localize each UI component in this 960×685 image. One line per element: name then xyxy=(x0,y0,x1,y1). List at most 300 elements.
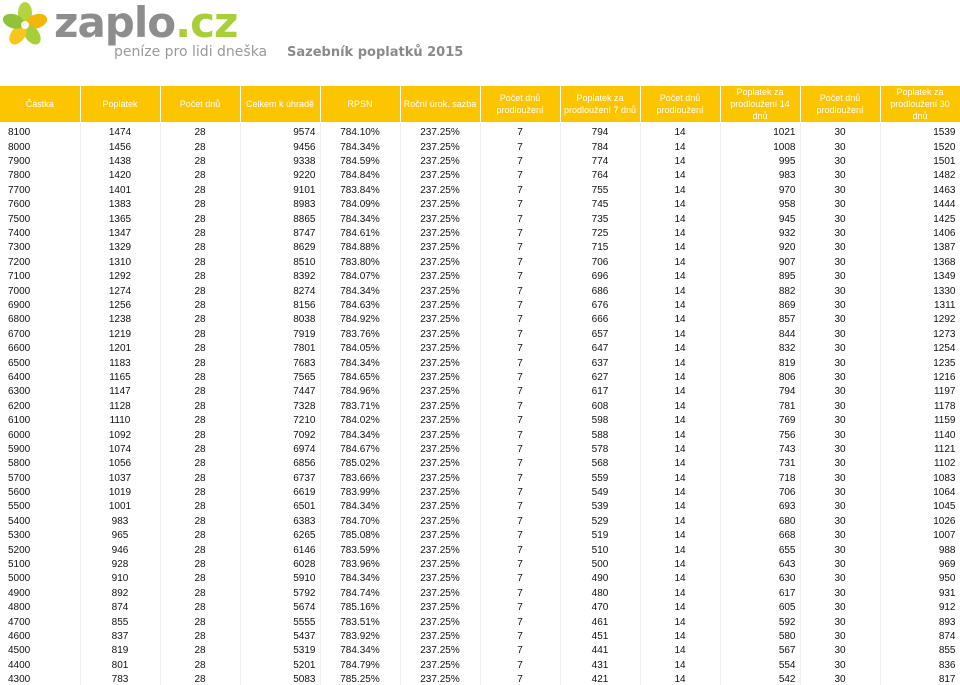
table-cell: 14 xyxy=(640,543,720,557)
table-cell: 30 xyxy=(800,413,880,427)
table-cell: 806 xyxy=(720,370,800,384)
table-cell: 7328 xyxy=(240,399,320,413)
table-cell: 855 xyxy=(80,615,160,629)
table-cell: 30 xyxy=(800,212,880,226)
table-cell: 5674 xyxy=(240,601,320,615)
table-cell: 237.25% xyxy=(400,428,480,442)
table-cell: 14 xyxy=(640,572,720,586)
table-cell: 28 xyxy=(160,413,240,427)
table-cell: 30 xyxy=(800,140,880,154)
table-cell: 5000 xyxy=(0,572,80,586)
table-cell: 7 xyxy=(480,399,560,413)
table-cell: 28 xyxy=(160,428,240,442)
table-cell: 931 xyxy=(880,586,960,600)
table-cell: 6619 xyxy=(240,485,320,499)
table-cell: 14 xyxy=(640,557,720,571)
table-cell: 1159 xyxy=(880,413,960,427)
table-cell: 30 xyxy=(800,399,880,413)
table-cell: 1235 xyxy=(880,356,960,370)
table-cell: 14 xyxy=(640,154,720,168)
table-cell: 1310 xyxy=(80,255,160,269)
table-cell: 783.66% xyxy=(320,471,400,485)
table-row xyxy=(0,122,960,140)
table-cell: 784.34% xyxy=(320,140,400,154)
column-header: Celkem k úhradě xyxy=(240,86,320,122)
table-cell: 7 xyxy=(480,212,560,226)
table-cell: 14 xyxy=(640,601,720,615)
table-cell: 1083 xyxy=(880,471,960,485)
table-cell: 237.25% xyxy=(400,442,480,456)
table-cell: 14 xyxy=(640,514,720,528)
table-cell: 1026 xyxy=(880,514,960,528)
table-cell: 14 xyxy=(640,586,720,600)
table-cell: 928 xyxy=(80,557,160,571)
table-cell: 237.25% xyxy=(400,212,480,226)
table-cell: 655 xyxy=(720,543,800,557)
table-row xyxy=(0,284,960,298)
table-cell: 14 xyxy=(640,183,720,197)
table-cell: 237.25% xyxy=(400,629,480,643)
table-row xyxy=(0,298,960,312)
table-cell: 784.34% xyxy=(320,284,400,298)
table-cell: 7447 xyxy=(240,385,320,399)
table-cell: 1406 xyxy=(880,226,960,240)
table-row xyxy=(0,485,960,499)
table-cell: 950 xyxy=(880,572,960,586)
table-cell: 237.25% xyxy=(400,241,480,255)
table-cell: 7 xyxy=(480,658,560,672)
table-cell: 1102 xyxy=(880,457,960,471)
table-cell: 14 xyxy=(640,122,720,140)
column-header: Poplatek za prodloužení 30 dnů xyxy=(880,86,960,122)
table-row xyxy=(0,428,960,442)
table-cell: 237.25% xyxy=(400,529,480,543)
table-cell: 14 xyxy=(640,255,720,269)
table-cell: 7 xyxy=(480,140,560,154)
table-cell: 1501 xyxy=(880,154,960,168)
table-cell: 7 xyxy=(480,270,560,284)
table-cell: 7 xyxy=(480,442,560,456)
table-cell: 817 xyxy=(880,672,960,685)
table-cell: 542 xyxy=(720,672,800,685)
table-cell: 7 xyxy=(480,341,560,355)
table-cell: 1274 xyxy=(80,284,160,298)
table-cell: 882 xyxy=(720,284,800,298)
table-cell: 28 xyxy=(160,485,240,499)
table-cell: 784.79% xyxy=(320,658,400,672)
table-cell: 30 xyxy=(800,169,880,183)
table-row xyxy=(0,615,960,629)
flower-logo-icon xyxy=(2,2,48,48)
table-cell: 237.25% xyxy=(400,154,480,168)
table-cell: 598 xyxy=(560,413,640,427)
table-cell: 7 xyxy=(480,284,560,298)
table-cell: 970 xyxy=(720,183,800,197)
table-cell: 630 xyxy=(720,572,800,586)
table-cell: 30 xyxy=(800,471,880,485)
table-cell: 988 xyxy=(880,543,960,557)
table-cell: 1292 xyxy=(880,313,960,327)
table-cell: 7683 xyxy=(240,356,320,370)
table-cell: 14 xyxy=(640,198,720,212)
table-row xyxy=(0,557,960,571)
table-cell: 946 xyxy=(80,543,160,557)
table-row xyxy=(0,572,960,586)
table-row xyxy=(0,543,960,557)
table-cell: 783.92% xyxy=(320,629,400,643)
table-cell: 784.10% xyxy=(320,122,400,140)
table-cell: 14 xyxy=(640,270,720,284)
table-cell: 30 xyxy=(800,629,880,643)
table-cell: 608 xyxy=(560,399,640,413)
table-cell: 836 xyxy=(880,658,960,672)
table-cell: 7 xyxy=(480,586,560,600)
table-cell: 1539 xyxy=(880,122,960,140)
table-cell: 745 xyxy=(560,198,640,212)
table-row xyxy=(0,514,960,528)
table-cell: 1128 xyxy=(80,399,160,413)
table-cell: 8100 xyxy=(0,122,80,140)
table-cell: 28 xyxy=(160,356,240,370)
table-cell: 8629 xyxy=(240,241,320,255)
table-cell: 4600 xyxy=(0,629,80,643)
table-cell: 647 xyxy=(560,341,640,355)
table-cell: 237.25% xyxy=(400,327,480,341)
table-row xyxy=(0,471,960,485)
table-cell: 7 xyxy=(480,557,560,571)
table-cell: 784.61% xyxy=(320,226,400,240)
table-cell: 784.92% xyxy=(320,313,400,327)
table-cell: 7210 xyxy=(240,413,320,427)
table-cell: 7092 xyxy=(240,428,320,442)
table-cell: 945 xyxy=(720,212,800,226)
table-cell: 7 xyxy=(480,241,560,255)
table-cell: 617 xyxy=(720,586,800,600)
table-cell: 958 xyxy=(720,198,800,212)
table-cell: 1183 xyxy=(80,356,160,370)
table-cell: 783.99% xyxy=(320,485,400,499)
table-cell: 4300 xyxy=(0,672,80,685)
table-cell: 30 xyxy=(800,615,880,629)
table-cell: 7 xyxy=(480,629,560,643)
table-cell: 30 xyxy=(800,485,880,499)
table-cell: 1045 xyxy=(880,500,960,514)
table-cell: 1165 xyxy=(80,370,160,384)
table-cell: 28 xyxy=(160,313,240,327)
table-cell: 461 xyxy=(560,615,640,629)
table-cell: 1273 xyxy=(880,327,960,341)
table-cell: 28 xyxy=(160,672,240,685)
table-cell: 14 xyxy=(640,169,720,183)
table-cell: 983 xyxy=(80,514,160,528)
table-cell: 7 xyxy=(480,514,560,528)
table-cell: 910 xyxy=(80,572,160,586)
table-cell: 1256 xyxy=(80,298,160,312)
table-cell: 1064 xyxy=(880,485,960,499)
table-cell: 441 xyxy=(560,644,640,658)
table-cell: 7 xyxy=(480,615,560,629)
table-cell: 14 xyxy=(640,658,720,672)
column-header: Počet dnů prodloužení xyxy=(480,86,560,122)
table-cell: 28 xyxy=(160,327,240,341)
table-cell: 28 xyxy=(160,529,240,543)
table-cell: 30 xyxy=(800,241,880,255)
table-cell: 686 xyxy=(560,284,640,298)
table-cell: 785.08% xyxy=(320,529,400,543)
table-cell: 9220 xyxy=(240,169,320,183)
table-cell: 706 xyxy=(560,255,640,269)
table-cell: 30 xyxy=(800,226,880,240)
table-cell: 731 xyxy=(720,457,800,471)
table-cell: 14 xyxy=(640,284,720,298)
table-cell: 837 xyxy=(80,629,160,643)
table-cell: 1474 xyxy=(80,122,160,140)
table-cell: 8510 xyxy=(240,255,320,269)
table-cell: 1147 xyxy=(80,385,160,399)
table-cell: 237.25% xyxy=(400,399,480,413)
table-cell: 554 xyxy=(720,658,800,672)
table-cell: 14 xyxy=(640,457,720,471)
table-cell: 696 xyxy=(560,270,640,284)
table-cell: 5201 xyxy=(240,658,320,672)
table-cell: 6501 xyxy=(240,500,320,514)
table-cell: 7 xyxy=(480,370,560,384)
table-cell: 617 xyxy=(560,385,640,399)
table-cell: 237.25% xyxy=(400,370,480,384)
table-row xyxy=(0,241,960,255)
table-cell: 28 xyxy=(160,341,240,355)
table-cell: 237.25% xyxy=(400,356,480,370)
column-header: Počet dnů prodloužení xyxy=(640,86,720,122)
table-cell: 8156 xyxy=(240,298,320,312)
table-cell: 785.16% xyxy=(320,601,400,615)
table-cell: 785.02% xyxy=(320,457,400,471)
table-cell: 784.67% xyxy=(320,442,400,456)
table-cell: 8983 xyxy=(240,198,320,212)
table-row xyxy=(0,370,960,384)
table-cell: 30 xyxy=(800,370,880,384)
table-cell: 907 xyxy=(720,255,800,269)
table-cell: 30 xyxy=(800,529,880,543)
table-cell: 7 xyxy=(480,183,560,197)
table-cell: 794 xyxy=(560,122,640,140)
table-cell: 28 xyxy=(160,457,240,471)
table-cell: 237.25% xyxy=(400,255,480,269)
table-cell: 7 xyxy=(480,572,560,586)
table-cell: 592 xyxy=(720,615,800,629)
table-cell: 30 xyxy=(800,572,880,586)
table-cell: 784.34% xyxy=(320,644,400,658)
table-cell: 237.25% xyxy=(400,140,480,154)
table-cell: 237.25% xyxy=(400,169,480,183)
column-header: Poplatek za prodloužení 7 dnů xyxy=(560,86,640,122)
table-row xyxy=(0,413,960,427)
table-cell: 1216 xyxy=(880,370,960,384)
table-cell: 912 xyxy=(880,601,960,615)
column-header: Počet dnů xyxy=(160,86,240,122)
table-body xyxy=(0,122,960,685)
table-cell: 9456 xyxy=(240,140,320,154)
table-cell: 7 xyxy=(480,601,560,615)
table-cell: 28 xyxy=(160,601,240,615)
table-cell: 7500 xyxy=(0,212,80,226)
table-cell: 7 xyxy=(480,327,560,341)
table-cell: 869 xyxy=(720,298,800,312)
table-cell: 30 xyxy=(800,500,880,514)
table-cell: 451 xyxy=(560,629,640,643)
table-cell: 783.51% xyxy=(320,615,400,629)
table-cell: 7 xyxy=(480,543,560,557)
table-cell: 30 xyxy=(800,198,880,212)
table-row xyxy=(0,644,960,658)
table-cell: 30 xyxy=(800,298,880,312)
table-cell: 567 xyxy=(720,644,800,658)
table-cell: 539 xyxy=(560,500,640,514)
table-cell: 7 xyxy=(480,529,560,543)
table-cell: 783.84% xyxy=(320,183,400,197)
table-cell: 14 xyxy=(640,212,720,226)
table-cell: 237.25% xyxy=(400,615,480,629)
table-row xyxy=(0,356,960,370)
table-cell: 5300 xyxy=(0,529,80,543)
table-cell: 1056 xyxy=(80,457,160,471)
table-cell: 4400 xyxy=(0,658,80,672)
table-cell: 784.96% xyxy=(320,385,400,399)
table-cell: 8392 xyxy=(240,270,320,284)
table-cell: 6600 xyxy=(0,341,80,355)
table-cell: 784.07% xyxy=(320,270,400,284)
table-cell: 28 xyxy=(160,658,240,672)
table-row xyxy=(0,442,960,456)
table-cell: 237.25% xyxy=(400,514,480,528)
table-cell: 14 xyxy=(640,313,720,327)
table-cell: 7200 xyxy=(0,255,80,269)
table-cell: 500 xyxy=(560,557,640,571)
table-cell: 1238 xyxy=(80,313,160,327)
table-row xyxy=(0,255,960,269)
table-cell: 14 xyxy=(640,298,720,312)
table-cell: 794 xyxy=(720,385,800,399)
table-cell: 784.34% xyxy=(320,500,400,514)
table-cell: 30 xyxy=(800,255,880,269)
table-cell: 7 xyxy=(480,122,560,140)
table-row xyxy=(0,183,960,197)
table-cell: 7 xyxy=(480,672,560,685)
table-cell: 237.25% xyxy=(400,298,480,312)
fee-table xyxy=(0,86,960,685)
table-cell: 28 xyxy=(160,471,240,485)
table-row xyxy=(0,529,960,543)
table-cell: 9338 xyxy=(240,154,320,168)
table-cell: 14 xyxy=(640,356,720,370)
table-cell: 588 xyxy=(560,428,640,442)
table-cell: 715 xyxy=(560,241,640,255)
table-cell: 855 xyxy=(880,644,960,658)
table-row xyxy=(0,500,960,514)
table-cell: 7 xyxy=(480,255,560,269)
table-cell: 14 xyxy=(640,629,720,643)
table-cell: 5083 xyxy=(240,672,320,685)
table-cell: 7000 xyxy=(0,284,80,298)
table-cell: 718 xyxy=(720,471,800,485)
table-cell: 237.25% xyxy=(400,183,480,197)
table-cell: 30 xyxy=(800,428,880,442)
table-cell: 30 xyxy=(800,672,880,685)
table-cell: 237.25% xyxy=(400,385,480,399)
table-cell: 28 xyxy=(160,399,240,413)
table-cell: 580 xyxy=(720,629,800,643)
table-cell: 7300 xyxy=(0,241,80,255)
table-cell: 30 xyxy=(800,313,880,327)
table-row xyxy=(0,313,960,327)
table-row xyxy=(0,154,960,168)
table-cell: 30 xyxy=(800,154,880,168)
table-cell: 237.25% xyxy=(400,572,480,586)
table-cell: 7100 xyxy=(0,270,80,284)
table-cell: 529 xyxy=(560,514,640,528)
table-cell: 1401 xyxy=(80,183,160,197)
table-cell: 28 xyxy=(160,212,240,226)
column-header: RPSN xyxy=(320,86,400,122)
table-row xyxy=(0,140,960,154)
table-cell: 237.25% xyxy=(400,543,480,557)
table-cell: 237.25% xyxy=(400,122,480,140)
table-cell: 28 xyxy=(160,615,240,629)
table-cell: 1425 xyxy=(880,212,960,226)
table-cell: 14 xyxy=(640,140,720,154)
table-cell: 7 xyxy=(480,428,560,442)
table-cell: 1368 xyxy=(880,255,960,269)
table-cell: 5910 xyxy=(240,572,320,586)
table-cell: 510 xyxy=(560,543,640,557)
table-cell: 874 xyxy=(880,629,960,643)
table-cell: 735 xyxy=(560,212,640,226)
table-row xyxy=(0,672,960,685)
table-cell: 28 xyxy=(160,586,240,600)
table-row xyxy=(0,341,960,355)
table-cell: 5700 xyxy=(0,471,80,485)
table-cell: 893 xyxy=(880,615,960,629)
table-cell: 4500 xyxy=(0,644,80,658)
table-cell: 1387 xyxy=(880,241,960,255)
table-cell: 28 xyxy=(160,370,240,384)
table-cell: 28 xyxy=(160,198,240,212)
table-cell: 30 xyxy=(800,442,880,456)
table-cell: 965 xyxy=(80,529,160,543)
table-cell: 7 xyxy=(480,485,560,499)
table-cell: 30 xyxy=(800,385,880,399)
table-cell: 28 xyxy=(160,284,240,298)
table-cell: 7 xyxy=(480,457,560,471)
table-row xyxy=(0,270,960,284)
table-cell: 1383 xyxy=(80,198,160,212)
table-cell: 7 xyxy=(480,198,560,212)
table-row xyxy=(0,385,960,399)
table-cell: 605 xyxy=(720,601,800,615)
table-cell: 1008 xyxy=(720,140,800,154)
table-cell: 28 xyxy=(160,226,240,240)
table-cell: 5500 xyxy=(0,500,80,514)
table-cell: 237.25% xyxy=(400,270,480,284)
table-cell: 28 xyxy=(160,255,240,269)
brand-logo: zaplo.cz xyxy=(54,0,238,47)
table-cell: 1482 xyxy=(880,169,960,183)
table-cell: 784.59% xyxy=(320,154,400,168)
table-cell: 7 xyxy=(480,313,560,327)
table-cell: 431 xyxy=(560,658,640,672)
table-cell: 14 xyxy=(640,471,720,485)
table-cell: 895 xyxy=(720,270,800,284)
